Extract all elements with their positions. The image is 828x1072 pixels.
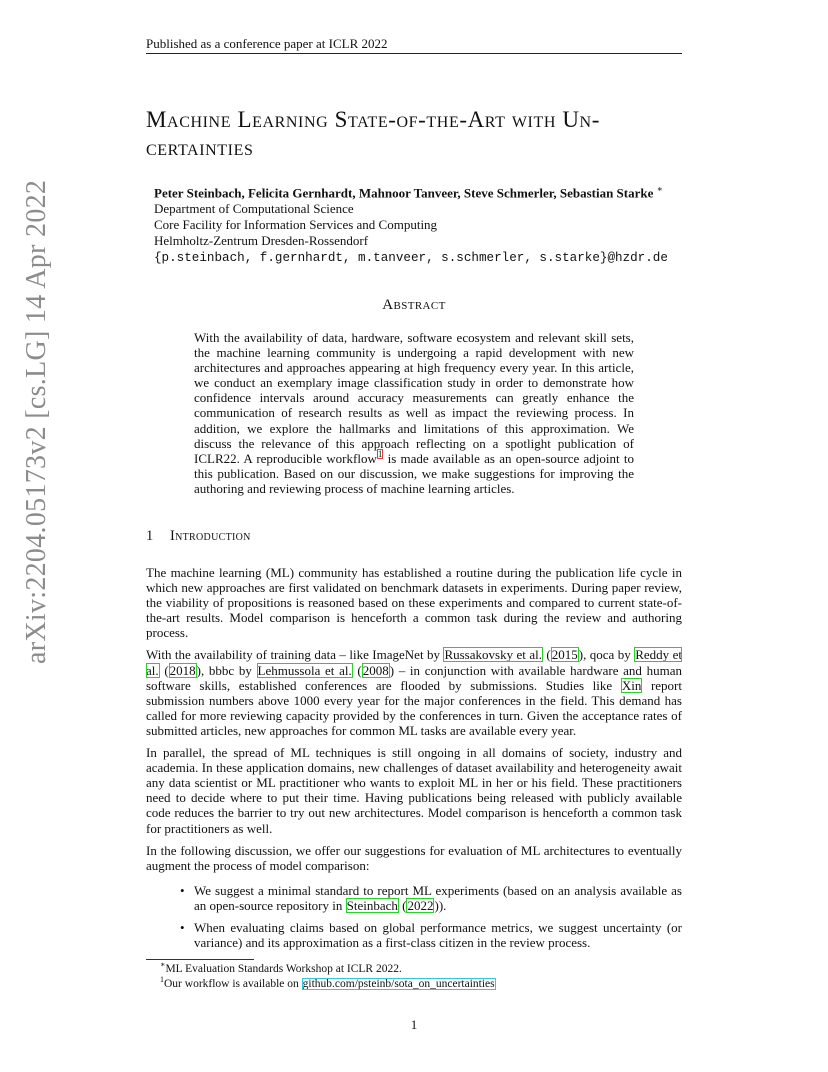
paper-title — [146, 106, 706, 162]
section-title: Introduction — [170, 528, 251, 544]
paragraph-3: In parallel, the spread of ML techniques is still ongoing in all domains of society, industry and academia. In these application domains, new challenges of dataset availability and heterogeneity await any data scientist or ML practitioner who wants to exploit ML in her or his field. These practitioners need to decide where to put their time. Having publications being released with publicly available code reduces the barrier to try out new architectures. Model comparison is henceforth a common task for practitioners as well. — [146, 745, 682, 836]
affiliation-2: Core Facility for Information Services and Computing — [154, 217, 438, 233]
paragraph-2 — [146, 647, 682, 738]
footnote-1 — [160, 977, 680, 992]
citation-steinbach[interactable]: Steinbach — [346, 897, 398, 913]
footnote-star-mark: ∗ — [160, 960, 166, 970]
title-line-2: certainties — [146, 135, 254, 160]
page-number: 1 — [410, 1017, 418, 1032]
running-header: Published as a conference paper at ICLR 2022 — [146, 36, 388, 51]
abstract-text — [194, 330, 634, 496]
text-span: We suggest a minimal standard to report ML experiments (based on an analysis available as an open-source repository in — [194, 882, 682, 913]
citation-xin[interactable]: Xin — [621, 677, 642, 693]
section-heading — [146, 528, 251, 545]
citation-year-2022[interactable]: 2022 — [407, 897, 434, 913]
footnote-star — [160, 962, 680, 977]
footnote-1-mark: 1 — [160, 975, 164, 985]
text-span: ( — [352, 662, 362, 678]
author-block — [154, 181, 714, 267]
footnotes — [160, 962, 680, 992]
abstract-part-1: With the availability of data, hardware, software ecosystem and relevant skill sets, the machine learning community is undergoing a rapid development with new architectures and approaches appearing at high frequency every year. In this article, we conduct an exemplary image classification study in order to demonstrate how confidence intervals around accuracy measurements can greatly enhance the communication of research results as well as impact the reviewing process. In addition, we explore the hallmarks and limitations of this approximation. We discuss the relevance of this approach reflecting on a spotlight publication of ICLR22. A reproducible workflow — [194, 330, 634, 466]
text-span: With the availability of training data – like ImageNet by — [146, 647, 444, 663]
text-span: ( — [159, 662, 169, 678]
citation-year-2018[interactable]: 2018 — [169, 662, 196, 678]
paragraph-4: In the following discussion, we offer our suggestions for evaluation of ML architectures to eventually augment the process of model comparison: — [146, 842, 682, 873]
citation-russakovsky[interactable]: Russakovsky et al. — [444, 647, 542, 663]
text-span: ( — [398, 897, 407, 913]
list-item: • When evaluating claims based on global performance metrics, we suggest uncertainty (or variance) and its approximation as a first-class citizen in the review process. — [180, 920, 682, 950]
citation-lehmussola[interactable]: Lehmussola et al. — [257, 662, 352, 678]
section-number: 1 — [146, 528, 154, 544]
workflow-link[interactable]: github.com/psteinb/sota_on_uncertainties — [302, 978, 495, 990]
abstract-part-2: is made available as an open-source adjoint to this publication. Based on our discussion, we make suggestions for improving the authoring and reviewing process of machine learning articles. — [194, 450, 634, 496]
author-names — [154, 181, 714, 201]
affiliation-3: Helmholtz-Zentrum Dresden-Rossendorf — [154, 233, 369, 249]
arxiv-stamp: arXiv:2204.05173v2 [cs.LG] 14 Apr 2022 — [21, 179, 52, 664]
author-emails: {p.steinbach, f.gernhardt, m.tanveer, s.schmerler, s.starke}@hzdr.de — [154, 251, 668, 266]
citation-year-2008[interactable]: 2008 — [362, 662, 389, 678]
author-list: Peter Steinbach, Felicita Gernhardt, Mahnoor Tanveer, Steve Schmerler, Sebastian Starke — [154, 185, 654, 201]
body-text — [146, 565, 682, 957]
author-footnote-mark[interactable]: ∗ — [656, 184, 663, 194]
citation-year-2015[interactable]: 2015 — [551, 647, 578, 663]
text-span: ), bbbc by — [196, 662, 257, 678]
header-rule — [146, 53, 682, 54]
footnote-link-1[interactable]: 1 — [377, 449, 383, 460]
list-item — [180, 883, 682, 913]
citation-reddy[interactable]: Reddy et al. — [146, 647, 683, 678]
text-span: ), qoca by — [578, 647, 635, 663]
affiliation-1: Department of Computational Science — [154, 201, 354, 217]
footnote-1-text: Our workflow is available on — [164, 978, 302, 990]
title-line-1: Machine Learning State-of-the-Art with Un- — [146, 107, 600, 132]
footnote-star-text: ML Evaluation Standards Workshop at ICLR 2022. — [165, 963, 402, 975]
abstract-heading: Abstract — [382, 297, 446, 313]
suggestion-list — [146, 883, 682, 950]
paragraph-1: The machine learning (ML) community has established a routine during the publication life cycle in which new approaches are first validated on benchmark datasets in experiments. During paper review, the viability of propositions is reasoned based on these experiments and compared to current state-of-the-art results. Model comparison is henceforth a common task during the review and authoring process. — [146, 565, 682, 641]
text-span: ( — [542, 647, 551, 663]
text-span: ) – in conjunction with available hardware and human software skills, established conferences are flooded by submissions. Studies like — [146, 662, 682, 693]
text-span: )). — [434, 897, 447, 913]
text-span: report submission numbers above 1000 every year for the major conferences in the field. This demand has called for more reviewing capacity provided by the conferences in turn. Given the acceptance rates of submitted articles, new approaches for common ML tasks are available every year. — [146, 677, 682, 738]
